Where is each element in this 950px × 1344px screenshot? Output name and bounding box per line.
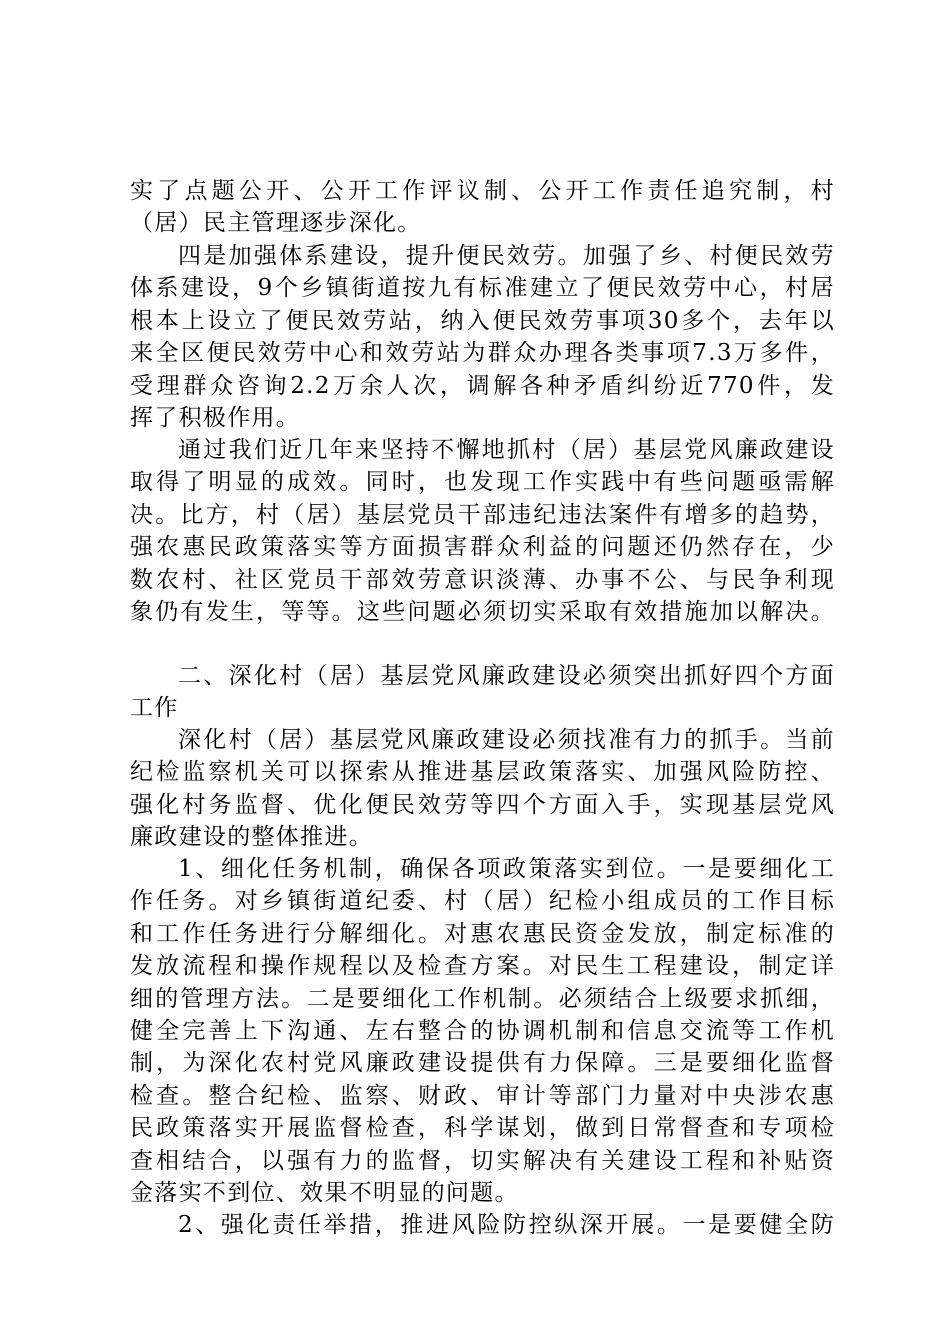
text-line: 体系建设，9个乡镇街道按九有标准建立了便民效劳中心，村居: [130, 275, 835, 302]
text-line: 金落实不到位、效果不明显的问题。: [130, 1179, 519, 1206]
text-line: 挥了积极作用。: [130, 404, 301, 431]
text-line: 纪检监察机关可以探索从推进基层政策落实、加强风险防控、: [130, 759, 835, 786]
text-line: 通过我们近几年来坚持不懈地抓村（居）基层党风廉政建设: [178, 437, 835, 463]
text-line: 检查。整合纪检、监察、财政、审计等部门力量对中央涉农惠: [130, 1082, 835, 1109]
text-line: 决。比方，村（居）基层党员干部违纪违法案件有增多的趋势，: [130, 501, 835, 528]
paragraph-5: [130, 853, 835, 1209]
text-line: 和工作任务进行分解细化。对惠农惠民资金发放，制定标准的: [130, 920, 835, 947]
paragraph-2: [130, 240, 835, 434]
paragraph-3: [130, 434, 835, 628]
text-line: 民政策落实开展监督检查，科学谋划，做到日常督查和专项检: [130, 1115, 835, 1142]
paragraph-1: [130, 175, 835, 240]
text-line: 2、强化责任举措，推进风险防控纵深开展。一是要健全防: [178, 1212, 835, 1238]
text-line: 数农村、社区党员干部效劳意识淡薄、办事不公、与民争利现: [130, 566, 835, 593]
heading-line: 工作: [130, 695, 179, 722]
paragraph-6: [130, 1209, 835, 1241]
text-line: 1、细化任务机制，确保各项政策落实到位。一是要细化工: [178, 856, 835, 882]
text-line: 根本上设立了便民效劳站，纳入便民效劳事项30多个，去年以: [130, 307, 835, 334]
section-heading: [130, 660, 835, 725]
text-line: 强化村务监督、优化便民效劳等四个方面入手，实现基层党风: [130, 791, 835, 818]
text-line: 四是加强体系建设，提升便民效劳。加强了乡、村便民效劳: [178, 243, 835, 269]
text-line: 受理群众咨询2.2万余人次，调解各种矛盾纠纷近770件，发: [130, 372, 835, 399]
text-line: 作任务。对乡镇街道纪委、村（居）纪检小组成员的工作目标: [130, 888, 835, 915]
text-line: （居）民主管理逐步深化。: [130, 210, 422, 237]
text-line: 强农惠民政策落实等方面损害群众利益的问题还仍然存在，少: [130, 534, 835, 561]
text-line: 象仍有发生，等等。这些问题必须切实采取有效措施加以解决。: [130, 598, 835, 625]
text-line: 查相结合，以强有力的监督，切实解决有关建设工程和补贴资: [130, 1147, 835, 1174]
text-line: 细的管理方法。二是要细化工作机制。必须结合上级要求抓细，: [130, 985, 835, 1012]
text-line: 发放流程和操作规程以及检查方案。对民生工程建设，制定详: [130, 953, 835, 980]
text-line: 廉政建设的整体推进。: [130, 824, 373, 851]
text-line: 取得了明显的成效。同时，也发现工作实践中有些问题亟需解: [130, 469, 835, 496]
text-line: 健全完善上下沟通、左右整合的协调机制和信息交流等工作机: [130, 1017, 835, 1044]
paragraph-4: [130, 724, 835, 854]
text-line: 深化村（居）基层党风廉政建设必须找准有力的抓手。当前: [178, 727, 835, 753]
text-line: 制，为深化农村党风廉政建设提供有力保障。三是要细化监督: [130, 1050, 835, 1077]
text-line: 实了点题公开、公开工作评议制、公开工作责任追究制，村: [130, 178, 835, 204]
heading-line: 二、深化村（居）基层党风廉政建设必须突出抓好四个方面: [178, 663, 835, 689]
text-line: 来全区便民效劳中心和效劳站为群众办理各类事项7.3万多件，: [130, 340, 835, 367]
